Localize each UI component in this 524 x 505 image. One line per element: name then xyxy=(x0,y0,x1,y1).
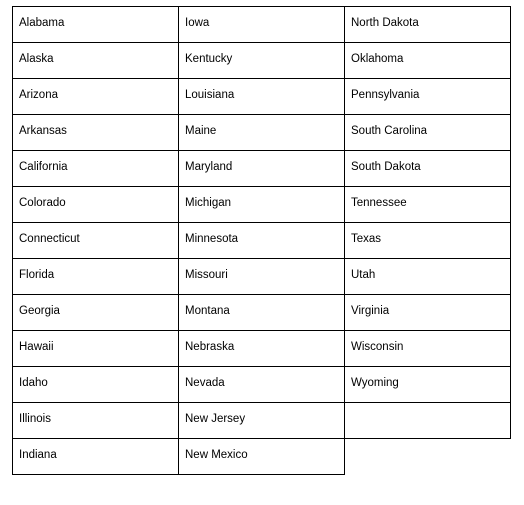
table-cell: Nebraska xyxy=(179,331,345,367)
table-row xyxy=(13,439,511,475)
table-cell: Colorado xyxy=(13,187,179,223)
table-cell: Alabama xyxy=(13,7,179,43)
table-cell: Kentucky xyxy=(179,43,345,79)
table-cell: Nevada xyxy=(179,367,345,403)
table-cell: South Dakota xyxy=(345,151,511,187)
table-cell: Virginia xyxy=(345,295,511,331)
table-cell: Georgia xyxy=(13,295,179,331)
table-cell: Alaska xyxy=(13,43,179,79)
table-cell: California xyxy=(13,151,179,187)
table-row xyxy=(13,295,511,331)
table-row xyxy=(13,367,511,403)
table-cell: Pennsylvania xyxy=(345,79,511,115)
table-cell: Louisiana xyxy=(179,79,345,115)
table-cell: Michigan xyxy=(179,187,345,223)
table-cell xyxy=(345,439,511,475)
table-cell: Illinois xyxy=(13,403,179,439)
table-cell: Hawaii xyxy=(13,331,179,367)
table-cell: New Jersey xyxy=(179,403,345,439)
table-row xyxy=(13,79,511,115)
table-row xyxy=(13,43,511,79)
table-cell: South Carolina xyxy=(345,115,511,151)
table-cell: Maryland xyxy=(179,151,345,187)
table-cell: Idaho xyxy=(13,367,179,403)
states-table xyxy=(12,6,511,475)
table-cell: Wisconsin xyxy=(345,331,511,367)
table-cell: New Mexico xyxy=(179,439,345,475)
table-cell: Montana xyxy=(179,295,345,331)
table-cell: Florida xyxy=(13,259,179,295)
table-cell: Arizona xyxy=(13,79,179,115)
table-cell: Missouri xyxy=(179,259,345,295)
table-cell: Texas xyxy=(345,223,511,259)
table-row xyxy=(13,223,511,259)
table-row xyxy=(13,7,511,43)
table-row xyxy=(13,115,511,151)
table-row xyxy=(13,151,511,187)
table-row xyxy=(13,259,511,295)
table-cell: Indiana xyxy=(13,439,179,475)
table-cell: Arkansas xyxy=(13,115,179,151)
states-table-body xyxy=(13,7,511,475)
table-cell xyxy=(345,403,511,439)
table-cell: Tennessee xyxy=(345,187,511,223)
table-cell: Oklahoma xyxy=(345,43,511,79)
table-row xyxy=(13,331,511,367)
table-row xyxy=(13,187,511,223)
table-row xyxy=(13,403,511,439)
table-cell: Connecticut xyxy=(13,223,179,259)
table-cell: Maine xyxy=(179,115,345,151)
table-cell: North Dakota xyxy=(345,7,511,43)
table-cell: Wyoming xyxy=(345,367,511,403)
table-cell: Iowa xyxy=(179,7,345,43)
table-cell: Utah xyxy=(345,259,511,295)
table-cell: Minnesota xyxy=(179,223,345,259)
